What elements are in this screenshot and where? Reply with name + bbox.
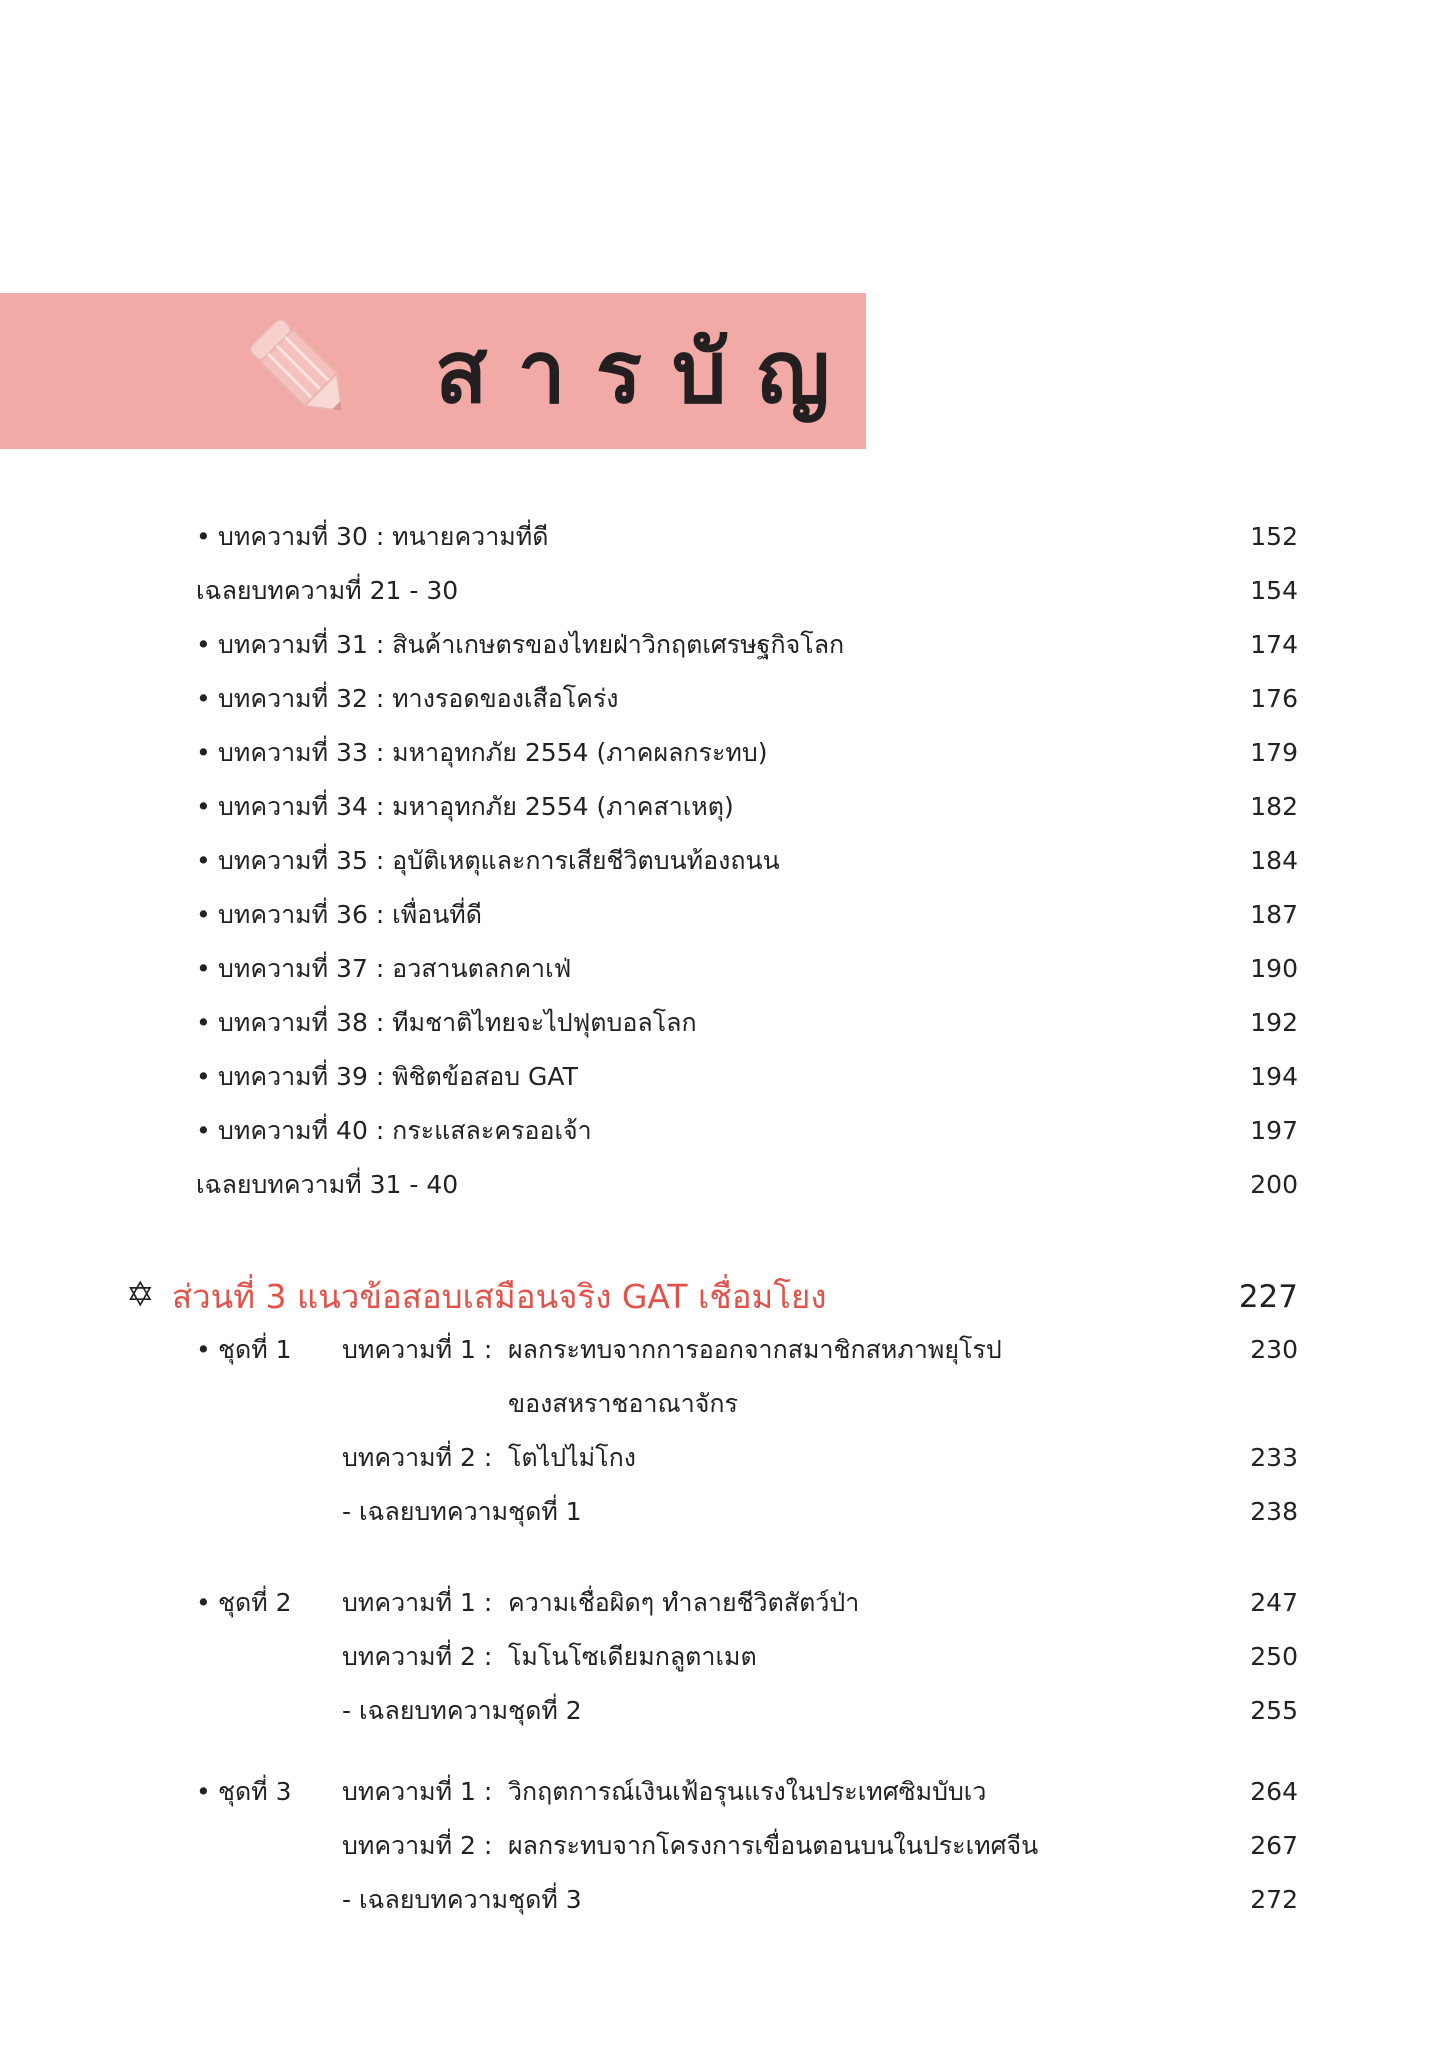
- set-entry-page: 264: [1250, 1777, 1298, 1806]
- article-label: - เฉลยบทความชุดที่ 1: [342, 1497, 582, 1526]
- toc-entry[interactable]: [0, 841, 1455, 881]
- set-entry[interactable]: [0, 1772, 1455, 1812]
- toc-entry[interactable]: [0, 571, 1455, 611]
- toc-entry-label: บทความที่ 37 : อวสานตลกคาเฟ่: [218, 954, 572, 983]
- article-label: บทความที่ 2 :: [342, 1642, 493, 1671]
- set-entry[interactable]: [0, 1330, 1455, 1370]
- article-title: โตไปไม่โกง: [508, 1443, 636, 1472]
- set-entry[interactable]: [0, 1583, 1455, 1623]
- toc-entry-label: บทความที่ 30 : ทนายความที่ดี: [218, 522, 549, 551]
- page-title: สารบัญ: [435, 323, 860, 423]
- article-title: ของสหราชอาณาจักร: [508, 1389, 738, 1418]
- toc-entry-page: 154: [1250, 576, 1298, 605]
- set-entry-page: 230: [1250, 1335, 1298, 1364]
- toc-entry-label: บทความที่ 39 : พิชิตข้อสอบ GAT: [218, 1062, 578, 1091]
- bullet: •: [196, 1008, 211, 1037]
- toc-entry[interactable]: [0, 949, 1455, 989]
- set-entry[interactable]: [0, 1438, 1455, 1478]
- set-entry-page: 247: [1250, 1588, 1298, 1617]
- bullet: •: [196, 1062, 211, 1091]
- toc-entry-label: บทความที่ 32 : ทางรอดของเสือโคร่ง: [218, 684, 619, 713]
- toc-entry-page: 174: [1250, 630, 1298, 659]
- toc-entry[interactable]: [0, 517, 1455, 557]
- article-label: บทความที่ 1 :: [342, 1335, 493, 1364]
- set-entry-page: 267: [1250, 1831, 1298, 1860]
- toc-entry-label: บทความที่ 34 : มหาอุทกภัย 2554 (ภาคสาเหตุ): [218, 792, 734, 821]
- set-entry[interactable]: [0, 1384, 1455, 1424]
- toc-entry-page: 179: [1250, 738, 1298, 767]
- set-entry[interactable]: [0, 1826, 1455, 1866]
- toc-entry-page: 182: [1250, 792, 1298, 821]
- toc-entry-page: 184: [1250, 846, 1298, 875]
- bullet: •: [196, 954, 211, 983]
- part-3-heading[interactable]: [0, 1272, 1455, 1322]
- set-entry-page: 238: [1250, 1497, 1298, 1526]
- toc-entry-label: บทความที่ 36 : เพื่อนที่ดี: [218, 900, 483, 929]
- set-label: ชุดที่ 3: [218, 1777, 292, 1806]
- toc-entry[interactable]: [0, 1057, 1455, 1097]
- set-entry-page: 233: [1250, 1443, 1298, 1472]
- toc-entry[interactable]: [0, 625, 1455, 665]
- article-label: บทความที่ 2 :: [342, 1443, 493, 1472]
- toc-entry[interactable]: [0, 1165, 1455, 1205]
- article-label: บทความที่ 1 :: [342, 1777, 493, 1806]
- toc-entry-page: 152: [1250, 522, 1298, 551]
- bullet: •: [196, 792, 211, 821]
- part-title: ส่วนที่ 3 แนวข้อสอบเสมือนจริง GAT เชื่อมโยง: [172, 1277, 827, 1316]
- article-title: ผลกระทบจากโครงการเขื่อนตอนบนในประเทศจีน: [508, 1831, 1039, 1860]
- toc-entry-page: 190: [1250, 954, 1298, 983]
- toc-entry-label: บทความที่ 33 : มหาอุทกภัย 2554 (ภาคผลกระทบ): [218, 738, 768, 767]
- set-entry-page: 250: [1250, 1642, 1298, 1671]
- article-title: วิกฤตการณ์เงินเฟ้อรุนแรงในประเทศซิมบับเว: [508, 1777, 987, 1806]
- toc-entry[interactable]: [0, 733, 1455, 773]
- bullet: •: [196, 1588, 211, 1617]
- toc-entry-page: 194: [1250, 1062, 1298, 1091]
- toc-entry[interactable]: [0, 787, 1455, 827]
- toc-entry-page: 200: [1250, 1170, 1298, 1199]
- article-title: ผลกระทบจากการออกจากสมาชิกสหภาพยุโรป: [508, 1335, 1002, 1364]
- article-label: บทความที่ 2 :: [342, 1831, 493, 1860]
- toc-entry[interactable]: [0, 1111, 1455, 1151]
- toc-entry[interactable]: [0, 1003, 1455, 1043]
- set-label: ชุดที่ 2: [218, 1588, 292, 1617]
- toc-entry-label: บทความที่ 38 : ทีมชาติไทยจะไปฟุตบอลโลก: [218, 1008, 697, 1037]
- set-entry[interactable]: [0, 1492, 1455, 1532]
- toc-entry-page: 197: [1250, 1116, 1298, 1145]
- toc-entry-label: เฉลยบทความที่ 31 - 40: [196, 1170, 459, 1199]
- bullet: •: [196, 522, 211, 551]
- bullet: •: [196, 630, 211, 659]
- toc-entry-label: เฉลยบทความที่ 21 - 30: [196, 576, 459, 605]
- article-title: โมโนโซเดียมกลูตาเมต: [508, 1642, 757, 1671]
- toc-entry-page: 192: [1250, 1008, 1298, 1037]
- toc-entry-label: บทความที่ 35 : อุบัติเหตุและการเสียชีวิตบนท้องถนน: [218, 846, 780, 875]
- set-entry-page: 255: [1250, 1696, 1298, 1725]
- article-label: - เฉลยบทความชุดที่ 2: [342, 1696, 582, 1725]
- set-label: ชุดที่ 1: [218, 1335, 292, 1364]
- toc-entry[interactable]: [0, 679, 1455, 719]
- article-title: ความเชื่อผิดๆ ทำลายชีวิตสัตว์ป่า: [508, 1588, 860, 1617]
- set-entry[interactable]: [0, 1880, 1455, 1920]
- bullet: •: [196, 1777, 211, 1806]
- toc-entry-page: 187: [1250, 900, 1298, 929]
- bullet: •: [196, 1335, 211, 1364]
- article-label: - เฉลยบทความชุดที่ 3: [342, 1885, 582, 1914]
- part-page-number: 227: [1238, 1279, 1298, 1315]
- star-of-david-icon: ✡: [126, 1275, 155, 1315]
- bullet: •: [196, 684, 211, 713]
- toc-entry-label: บทความที่ 31 : สินค้าเกษตรของไทยฝ่าวิกฤตเศรษฐกิจโลก: [218, 630, 845, 659]
- bullet: •: [196, 846, 211, 875]
- set-entry[interactable]: [0, 1691, 1455, 1731]
- bullet: •: [196, 738, 211, 767]
- pencil-icon: [248, 315, 358, 430]
- toc-entry-page: 176: [1250, 684, 1298, 713]
- bullet: •: [196, 900, 211, 929]
- set-entry-page: 272: [1250, 1885, 1298, 1914]
- article-label: บทความที่ 1 :: [342, 1588, 493, 1617]
- toc-entry[interactable]: [0, 895, 1455, 935]
- bullet: •: [196, 1116, 211, 1145]
- toc-entry-label: บทความที่ 40 : กระแสละครออเจ้า: [218, 1116, 592, 1145]
- set-entry[interactable]: [0, 1637, 1455, 1677]
